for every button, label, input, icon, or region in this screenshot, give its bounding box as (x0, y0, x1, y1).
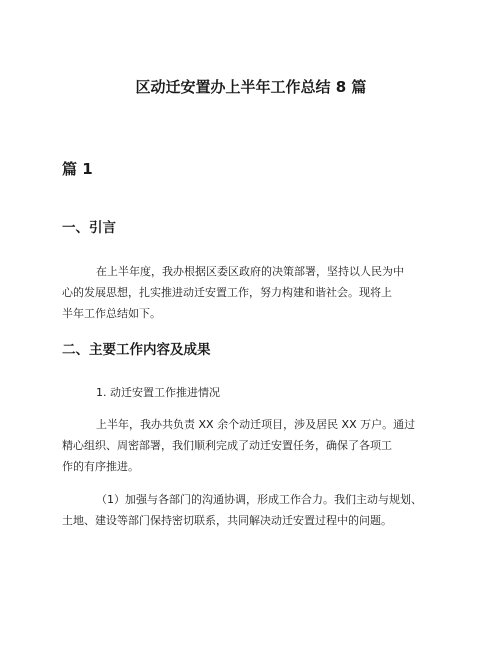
paragraph-line: （1）加强与各部门的沟通协调，形成工作合力。我们主动与规划、 (96, 493, 422, 506)
item-1-paragraph (62, 489, 447, 531)
paragraph-line: 在上半年度，我办根据区委区政府的决策部署，坚持以人民为中 (96, 265, 404, 278)
introduction-paragraph (62, 261, 447, 324)
paragraph-line: 心的发展思想，扎实推进动迁安置工作，努力构建和谐社会。现将上 (62, 286, 392, 299)
part-heading: 篇 1 (62, 160, 93, 178)
paragraph-line: 半年工作总结如下。 (62, 307, 161, 320)
document-title: 区动迁安置办上半年工作总结 8 篇 (135, 78, 367, 96)
section-heading-introduction: 一、引言 (62, 220, 116, 236)
section-heading-main-work: 二、主要工作内容及成果 (62, 342, 211, 358)
paragraph-line: 精心组织、周密部署，我们顺利完成了动迁安置任务，确保了各项工 (62, 439, 392, 452)
paragraph-line: 作的有序推进。 (62, 460, 139, 473)
subsection-heading: 1. 动迁安置工作推进情况 (96, 386, 220, 399)
progress-paragraph (62, 414, 447, 477)
paragraph-line: 土地、建设等部门保持密切联系，共同解决动迁安置过程中的问题。 (62, 514, 392, 527)
paragraph-line: 上半年，我办共负责 XX 余个动迁项目，涉及居民 XX 万户。通过 (96, 418, 416, 431)
